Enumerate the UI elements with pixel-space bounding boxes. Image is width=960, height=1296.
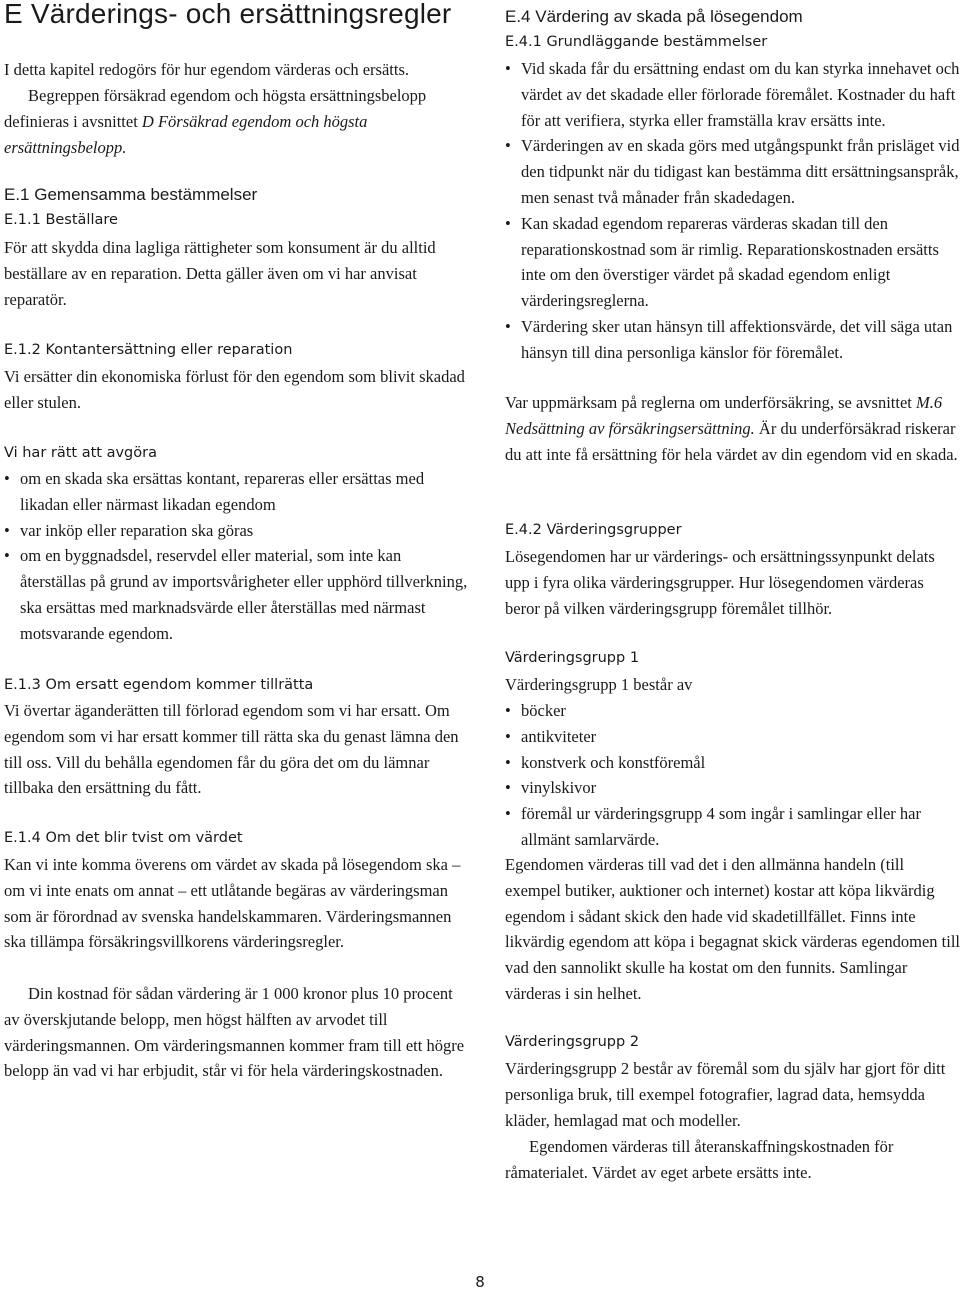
group-1-lead: Värderingsgrupp 1 består av (505, 675, 693, 694)
group-2-heading: Värderingsgrupp 2 (505, 1034, 640, 1050)
section-e1-2-subheading: Vi har rätt att avgöra (4, 445, 157, 461)
list-item: • antikviteter (505, 724, 960, 750)
list-item: • Värderingen av en skada görs med utgångspunkt från prisläget vid den tidpunkt när du tidigast kan bestämma ditt ersättningsanspråk, men senast två månader från skadedagen. (505, 133, 960, 210)
list-item: • vinylskivor (505, 775, 960, 801)
note-text: Var uppmärksam på reglerna om underförsäkring, se avsnittet (505, 393, 916, 412)
section-e1-2-heading: E.1.2 Kontantersättning eller reparation (4, 342, 293, 358)
section-e1-3-text: Vi övertar äganderätten till förlorad egendom som vi har ersatt. Om egendom som vi har ersatt kommer till rätta ska du genast lämna den till oss. Vill du behålla egendomen får du göra det om du lämnar tillbaka den ersättning du fått. (4, 701, 459, 798)
section-e4-heading: E.4 Värdering av skada på lösegendom (505, 7, 803, 26)
list-item: • om en skada ska ersättas kontant, repareras eller ersättas med likadan eller närmast likadan egendom (4, 466, 470, 518)
section-e4-2-heading: E.4.2 Värderingsgrupper (505, 522, 682, 538)
section-e1-4-text-2: Din kostnad för sådan värdering är 1 000 kronor plus 10 procent av överskjutande belopp, men högst hälften av arvodet till värderingsmannen. Om värderingsmannen kommer fram till ett högre belopp än vad vi har erbjudit, står vi för hela värderingskostnaden. (4, 984, 465, 1081)
section-e1-1-heading: E.1.1 Beställare (4, 212, 118, 228)
list-item: • Vid skada får du ersättning endast om du kan styrka innehavet och värdet av det skadade eller förlorade föremålet. Kostnader du haft för att verifiera, styrka eller framställa krav ersätts inte. (505, 56, 960, 133)
chapter-title: E Värderings- och ersättningsregler (4, 0, 452, 29)
section-e4-1-note (505, 390, 960, 467)
note-text-end: Är du underförsäkrad riskerar du att inte få ersättning för hela värdet av din egendom vid en skada. (505, 418, 958, 464)
section-e1-heading: E.1 Gemensamma bestämmelser (4, 185, 258, 204)
page-number: 8 (475, 1273, 485, 1291)
section-e1-4-text-1: Kan vi inte komma överens om värdet av skada på lösegendom ska – om vi inte enats om annat – ett utlåtande begäras av värderingsman som är förordnad av svenska handelskammaren. Värderingsmannen ska tillämpa försäkringsvillkorens värderingsregler. (4, 855, 461, 952)
group-2-text-2: Egendomen värderas till återanskaffningskostnaden för råmaterialet. Värdet av eget arbete ersätts inte. (505, 1137, 894, 1182)
chapter-intro-2-ref: D Försäkrad egendom och högsta ersättningsbelopp. (4, 111, 368, 157)
section-e1-4-heading: E.1.4 Om det blir tvist om värdet (4, 830, 243, 846)
chapter-intro-2-text: Begreppen försäkrad egendom och högsta ersättningsbelopp definieras i avsnittet (4, 86, 427, 131)
list-item: • Värdering sker utan hänsyn till affektionsvärde, det vill säga utan hänsyn till dina personliga känslor för föremålet. (505, 314, 960, 366)
note-ref: M.6 Nedsättning av försäkringsersättning. (505, 393, 943, 438)
list-item: • Kan skadad egendom repareras värderas skadan till den reparationskostnad som är rimlig. Reparationskostnaden ersätts inte om den överstiger värdet på skadad egendom enligt värderingsreglerna. (505, 211, 960, 314)
list-item: • föremål ur värderingsgrupp 4 som ingår i samlingar eller har allmänt samlarvärde. (505, 801, 960, 853)
group-1-heading: Värderingsgrupp 1 (505, 650, 640, 666)
group-1-list (505, 698, 960, 853)
section-e1-3-heading: E.1.3 Om ersatt egendom kommer tillrätta (4, 677, 314, 693)
list-item: • var inköp eller reparation ska göras (4, 518, 470, 544)
list-item: • om en byggnadsdel, reservdel eller material, som inte kan återställas på grund av importsvårigheter eller upphörd tillverkning, ska ersättas med marknadsvärde eller återställas med närmast motsvarande egendom. (4, 543, 470, 646)
section-e4-1-heading: E.4.1 Grundläggande bestämmelser (505, 34, 768, 50)
section-e1-2-text: Vi ersätter din ekonomiska förlust för den egendom som blivit skadad eller stulen. (4, 367, 465, 412)
group-1-text: Egendomen värderas till vad det i den allmänna handeln (till exempel butiker, auktioner och internet) kostar att köpa likvärdig egendom i sådant skick den hade vid skadetillfället. Finns inte likvärdig egendom att köpa i begagnat skick värderas egendomen till vad den sannolikt skulle ha kostat om den funnits. Samlingar värderas i sin helhet. (505, 855, 960, 1003)
section-e4-2-text: Lösegendomen har ur värderings- och ersättningssynpunkt delats upp i fyra olika värderingsgrupper. Hur lösegendomen värderas beror på vilken värderingsgrupp föremålet tillhör. (505, 547, 935, 618)
chapter-intro-1: I detta kapitel redogörs för hur egendom värderas och ersätts. (4, 60, 410, 79)
section-e1-2-list (4, 466, 470, 647)
group-2-text-1: Värderingsgrupp 2 består av föremål som du själv har gjort för ditt personliga bruk, till exempel fotografier, lagrad data, hemsydda kläder, hemlagad mat och modeller. (505, 1059, 946, 1130)
section-e4-1-list (505, 56, 960, 366)
list-item: • böcker (505, 698, 960, 724)
list-item: • konstverk och konstföremål (505, 750, 960, 776)
section-e1-1-text: För att skydda dina lagliga rättigheter som konsument är du alltid beställare av en reparation. Detta gäller även om vi har anvisat reparatör. (4, 238, 436, 309)
chapter-intro-2 (4, 83, 470, 160)
